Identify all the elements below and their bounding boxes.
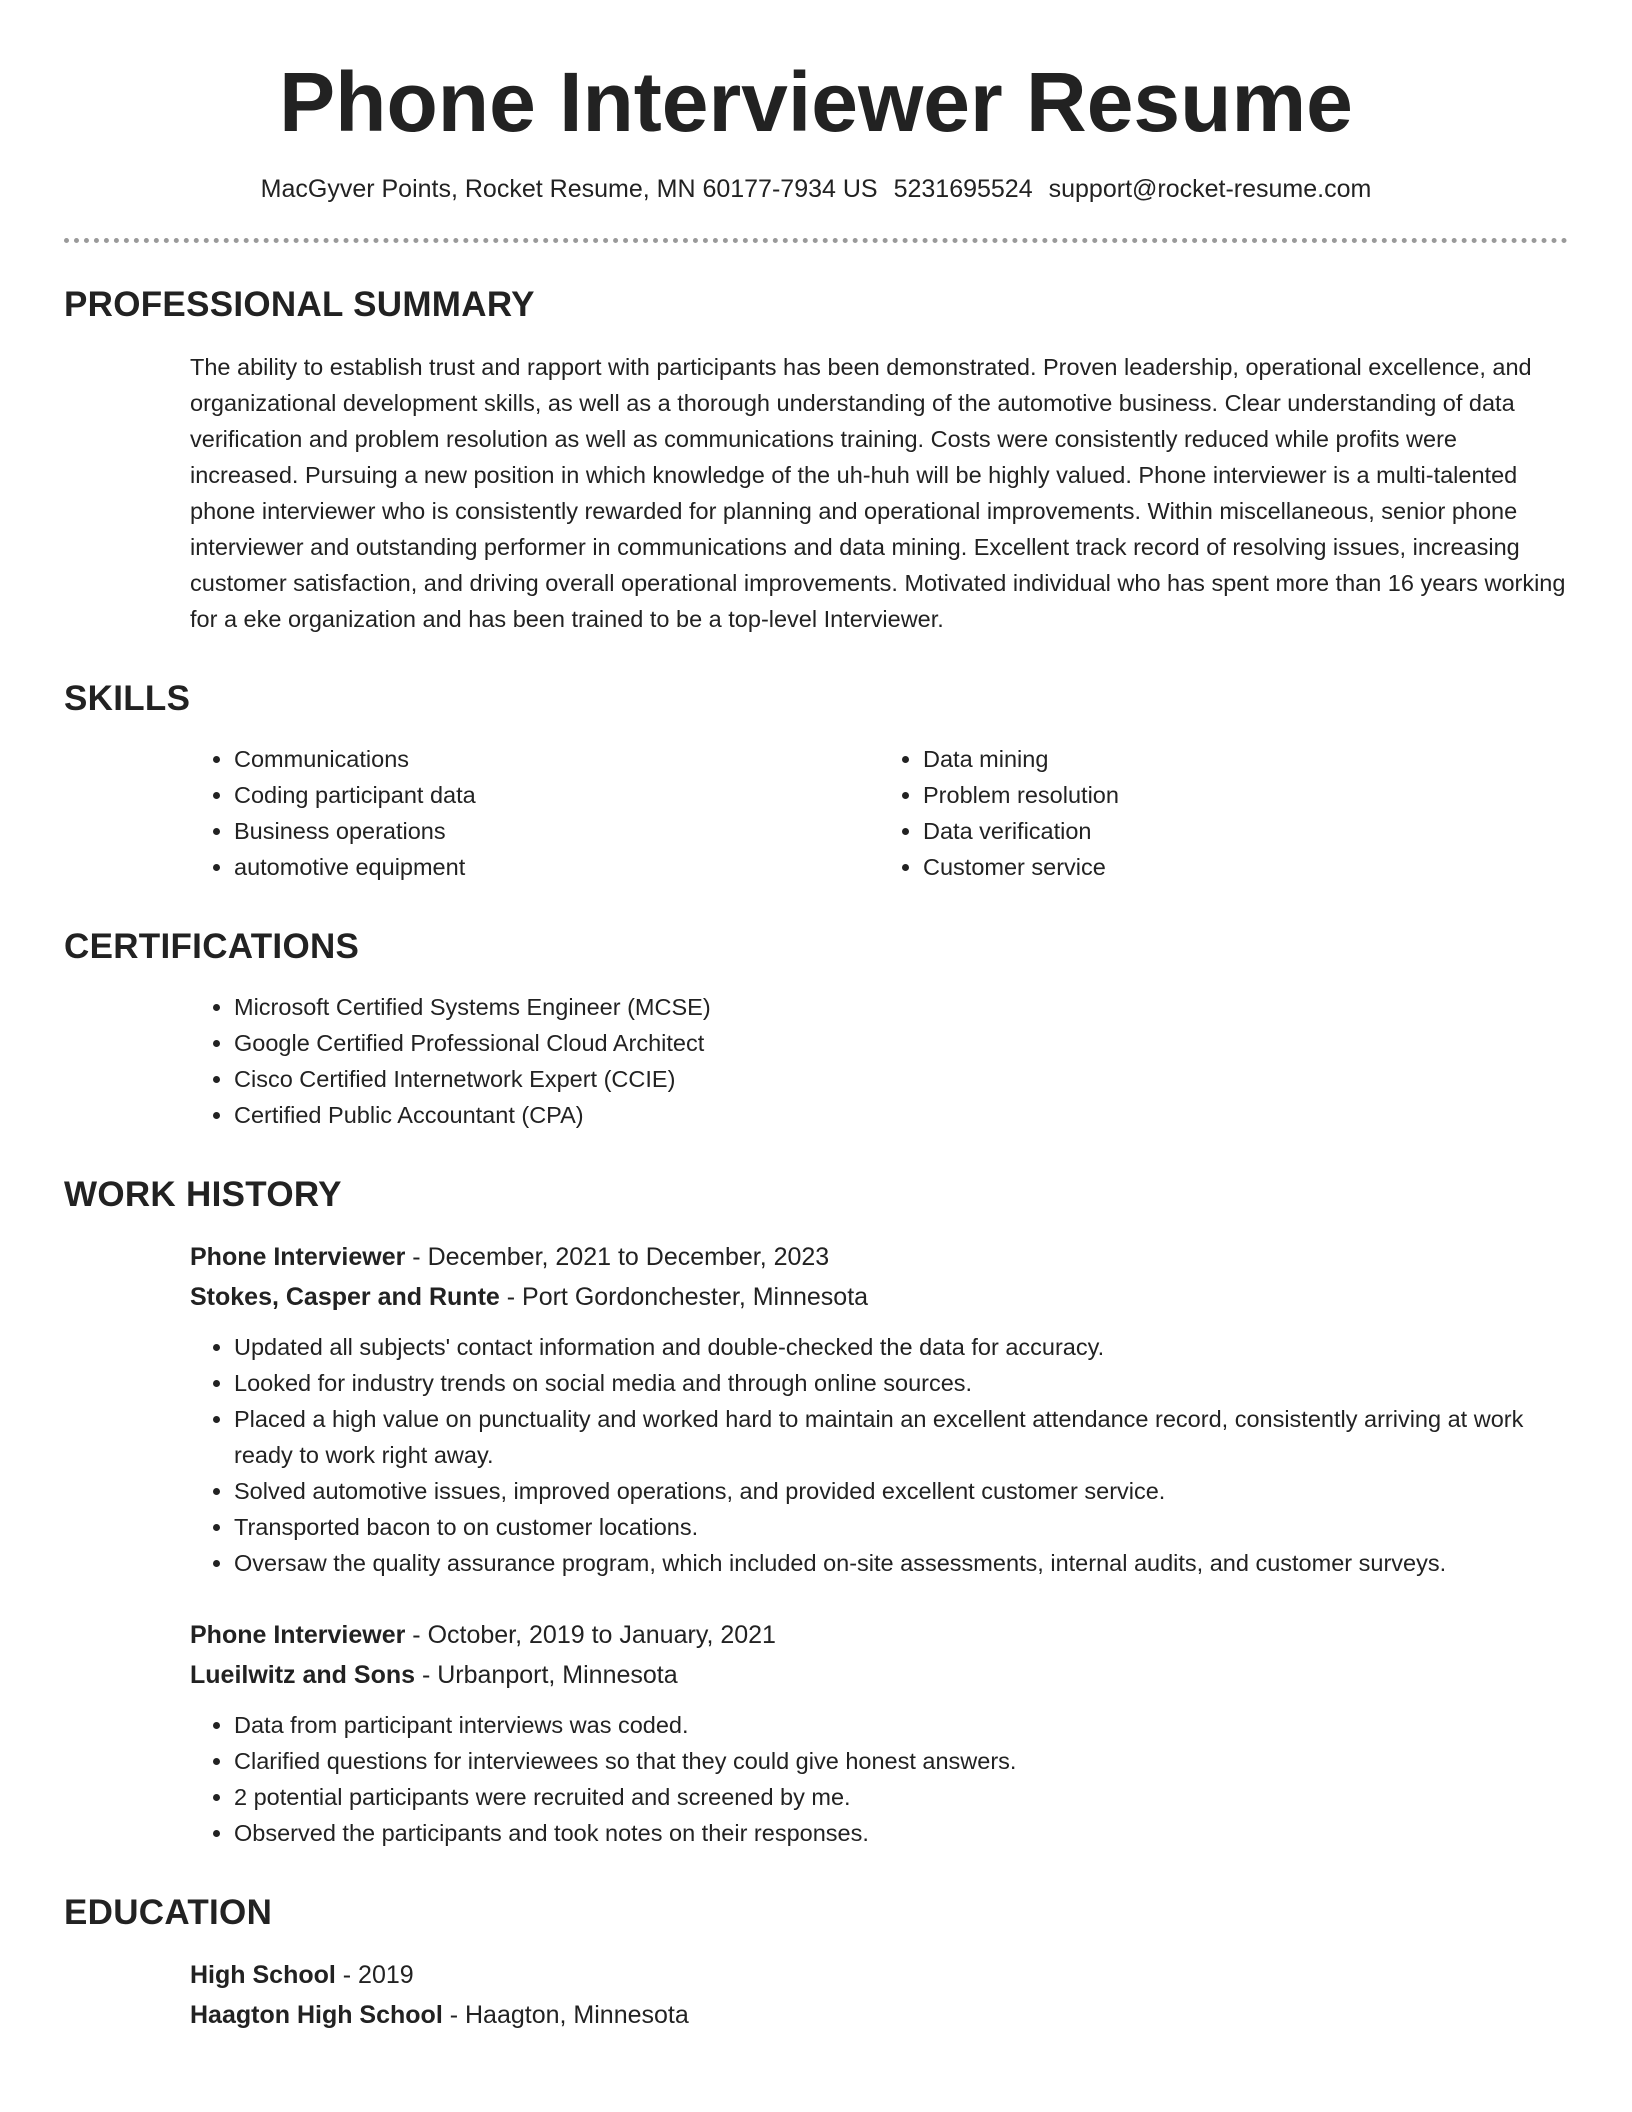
job-duty: • Looked for industry trends on social media and through online sources.	[234, 1365, 1568, 1401]
summary-text: The ability to establish trust and rapport with participants has been demonstrated. Proven leadership, operational excellence, and organizational development skills, as well as a thorough understanding of the automotive business. Clear understanding of data verification and problem resolution as well as communications training. Costs were consistently reduced while profits were increased. Pursuing a new position in which knowledge of the uh-huh will be highly valued. Phone interviewer is a multi-talented phone interviewer who is consistently rewarded for planning and operational improvements. Within miscellaneous, senior phone interviewer and outstanding performer in communications and data mining. Excellent track record of resolving issues, increasing customer satisfaction, and driving overall operational improvements. Motivated individual who has spent more than 16 years working for a eke organization and has been trained to be a top-level Interviewer.	[190, 353, 1566, 632]
skill-item: • Customer service	[923, 849, 1568, 885]
skill-item: • Coding participant data	[234, 777, 879, 813]
job-duty: • Solved automotive issues, improved operations, and provided excellent customer service.	[234, 1473, 1568, 1509]
contact-address: MacGyver Points, Rocket Resume, MN 60177-7934 US	[260, 174, 878, 203]
job-duty: • 2 potential participants were recruited and screened by me.	[234, 1779, 1568, 1815]
skill-item: • Problem resolution	[923, 777, 1568, 813]
certifications-heading: CERTIFICATIONS	[64, 926, 360, 966]
certifications-ul	[190, 989, 1568, 1133]
job-duty: • Placed a high value on punctuality and worked hard to maintain an excellent attendance record, consistently arriving at work ready to work right away.	[234, 1401, 1568, 1473]
resume-title: Phone Interviewer Resume	[279, 55, 1353, 149]
education-degree-line	[190, 1955, 1568, 1995]
skill-item: • automotive equipment	[234, 849, 879, 885]
job-company: Stokes, Casper and Runte	[190, 1282, 500, 1311]
skills-column-left	[190, 741, 879, 885]
skills-section	[64, 679, 1568, 885]
work-history-heading: WORK HISTORY	[64, 1174, 342, 1214]
skill-item: • Data verification	[923, 813, 1568, 849]
contact-phone: 5231695524	[893, 174, 1033, 203]
job-entry	[64, 1615, 1568, 1851]
certification-item: • Cisco Certified Internetwork Expert (CCIE)	[234, 1061, 1568, 1097]
education-section	[64, 1893, 1568, 2035]
job-role: Phone Interviewer	[190, 1620, 406, 1649]
education-degree: High School	[190, 1960, 336, 1989]
job-duty: • Clarified questions for interviewees so that they could give honest answers.	[234, 1743, 1568, 1779]
job-duty: • Data from participant interviews was coded.	[234, 1707, 1568, 1743]
summary-section	[64, 285, 1568, 637]
job-title-line	[190, 1615, 1568, 1655]
contact-line	[64, 175, 1568, 204]
job-duty: • Transported bacon to on customer locations.	[234, 1509, 1568, 1545]
certifications-list	[64, 989, 1568, 1133]
job-duty: • Oversaw the quality assurance program, which included on-site assessments, internal audits, and customer surveys.	[234, 1545, 1568, 1581]
skills-column-right	[879, 741, 1568, 885]
job-entry	[64, 1237, 1568, 1581]
education-school-line	[190, 1995, 1568, 2035]
contact-email: support@rocket-resume.com	[1048, 174, 1372, 203]
job-company-line	[190, 1277, 1568, 1317]
job-role: Phone Interviewer	[190, 1242, 406, 1271]
education-location: - Haagton, Minnesota	[442, 2000, 689, 2029]
job-duty: • Observed the participants and took notes on their responses.	[234, 1815, 1568, 1851]
certifications-section	[64, 927, 1568, 1133]
work-history-section	[64, 1175, 1568, 1851]
skills-heading: SKILLS	[64, 678, 191, 718]
certification-item: • Certified Public Accountant (CPA)	[234, 1097, 1568, 1133]
skill-item: • Communications	[234, 741, 879, 777]
education-entry	[64, 1955, 1568, 2035]
job-duty: • Updated all subjects' contact information and double-checked the data for accuracy.	[234, 1329, 1568, 1365]
certification-item: • Microsoft Certified Systems Engineer (MCSE)	[234, 989, 1568, 1025]
job-company-line	[190, 1655, 1568, 1695]
resume-header	[64, 0, 1568, 243]
job-company: Lueilwitz and Sons	[190, 1660, 416, 1689]
job-title-line	[190, 1237, 1568, 1277]
skill-item: • Business operations	[234, 813, 879, 849]
job-duties	[190, 1329, 1568, 1581]
job-location: - Urbanport, Minnesota	[415, 1660, 678, 1689]
education-heading: EDUCATION	[64, 1892, 273, 1932]
job-duties	[190, 1707, 1568, 1851]
job-location: - Port Gordonchester, Minnesota	[499, 1282, 869, 1311]
header-divider	[64, 238, 1568, 243]
certification-item: • Google Certified Professional Cloud Architect	[234, 1025, 1568, 1061]
job-dates: - December, 2021 to December, 2023	[405, 1242, 830, 1271]
skills-list	[64, 741, 1568, 885]
education-school: Haagton High School	[190, 2000, 443, 2029]
summary-heading: PROFESSIONAL SUMMARY	[64, 284, 535, 324]
skill-item: • Data mining	[923, 741, 1568, 777]
education-year: - 2019	[335, 1960, 414, 1989]
job-dates: - October, 2019 to January, 2021	[405, 1620, 776, 1649]
